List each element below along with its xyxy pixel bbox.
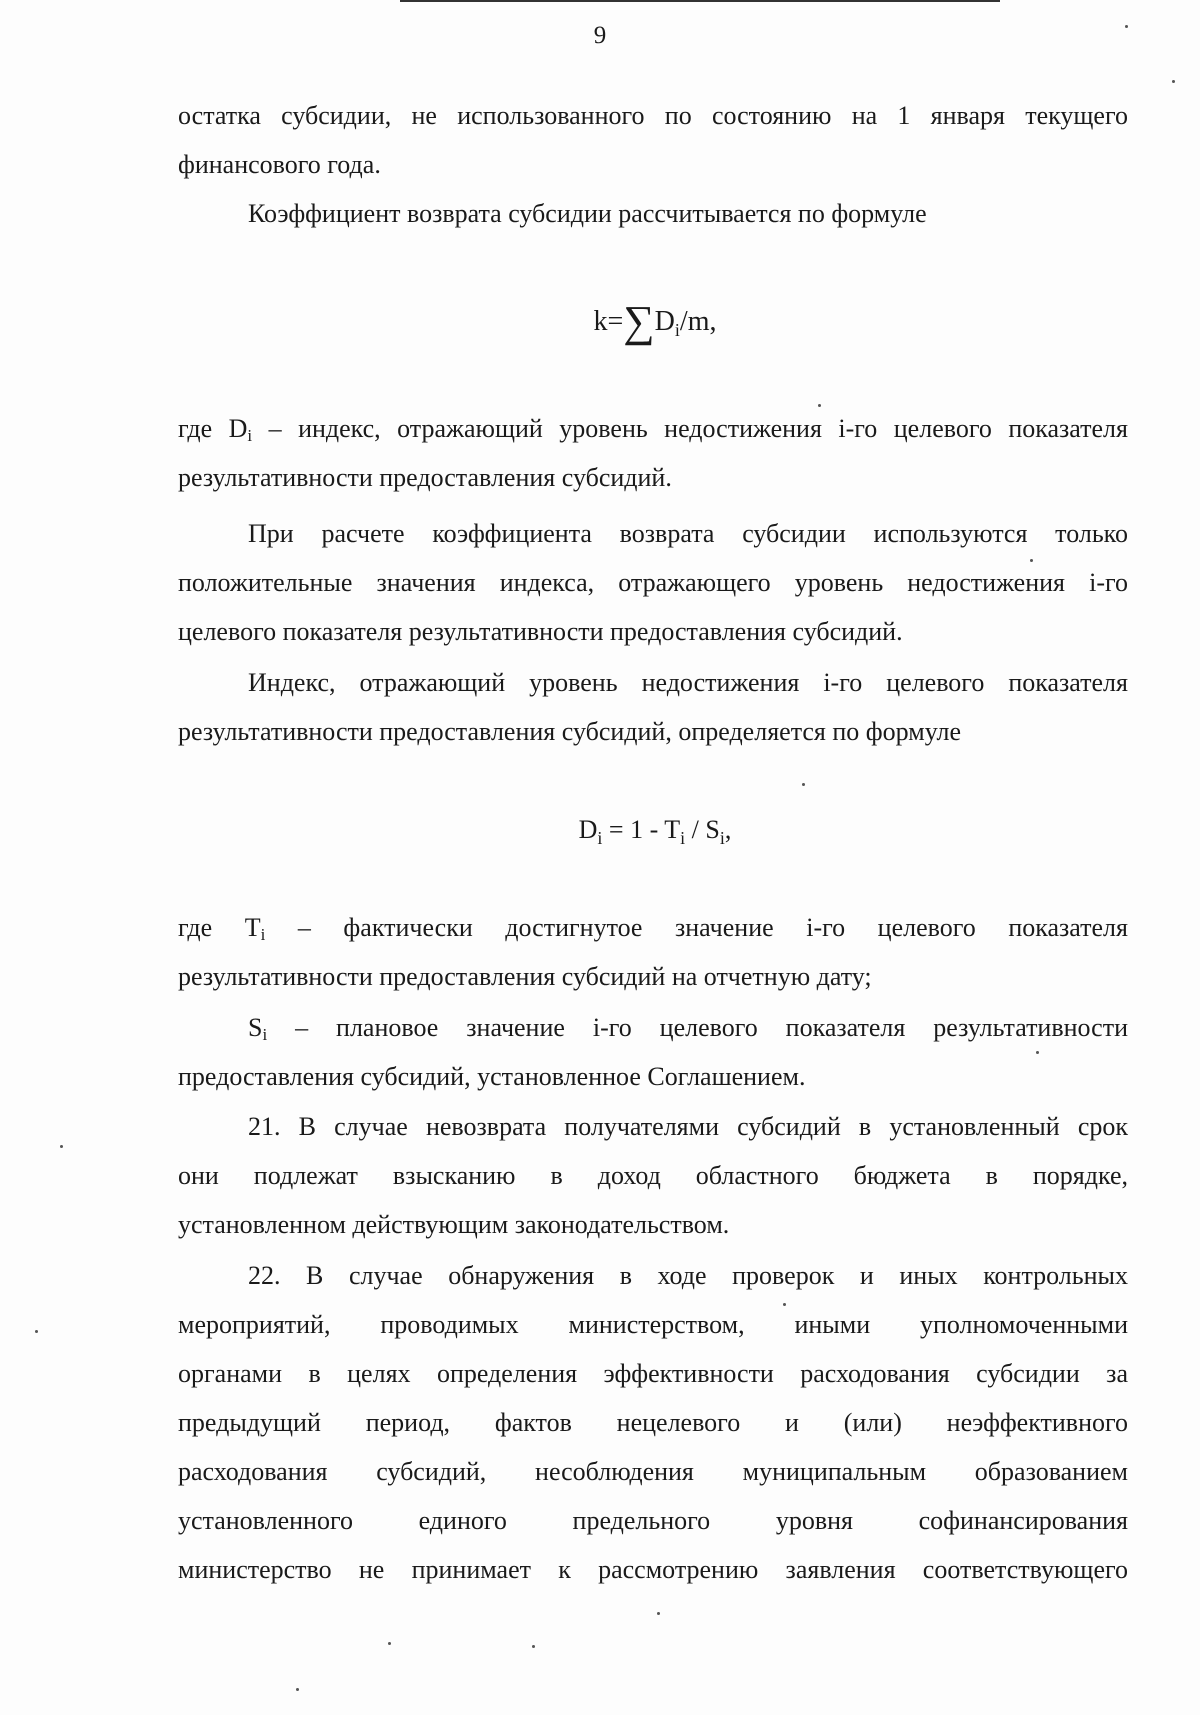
scan-speck [783,1303,786,1306]
scan-speck [35,1330,38,1333]
text-line-18: 22. В случае обнаружения в ходе проверок и иных контрольных [248,1261,1128,1290]
text-line-24: министерство не принимает к рассмотрению заявления соответствующего [178,1555,1128,1584]
formula-d: $D_i = 1 - T_i / S_i$, [578,815,732,848]
text-line-6: При расчете коэффициента возврата субсидии используются только [248,519,1128,548]
formula-k-lhs: k= [593,306,624,337]
text-line-20: органами в целях определения эффективности расходования субсидии за [178,1359,1128,1388]
formula-k-d-sub: i [674,320,680,340]
text-line-14: предоставления субсидий, установленное Соглашением. [178,1062,806,1091]
text-line-5: результативности предоставления субсидий. [178,463,672,492]
where-t-label: где $T_i$ [178,913,266,944]
text-line-16: они подлежат взысканию в доход областного бюджета в порядке, [178,1161,1128,1190]
scan-speck [802,783,805,786]
text-line-21: предыдущий период, фактов нецелевого и (или) неэффективного [178,1408,1128,1437]
scan-speck [60,1145,63,1148]
page-number: 9 [593,22,607,49]
text-line-12: результативности предоставления субсидий на отчетную дату; [178,962,872,991]
text-line-23: установленного единого предельного уровня софинансирования [178,1506,1128,1535]
where-d-label: где $D_i$ [178,414,253,445]
scan-speck [388,1642,391,1645]
text-line-2: финансового года. [178,150,381,179]
formula-k-d: D [654,306,675,337]
sum-symbol: ∑ [623,297,655,346]
text-line-10: результативности предоставления субсидий, определяется по формуле [178,717,962,746]
text-line-15: 21. В случае невозврата получателями субсидий в установленный срок [248,1112,1128,1141]
top-edge-rule [400,0,1000,2]
scan-speck [1172,80,1175,83]
scan-speck [296,1688,299,1691]
text-line-22: расходования субсидий, несоблюдения муниципальным образованием [178,1457,1128,1486]
scan-speck [657,1612,660,1615]
text-line-17: установленном действующим законодательством. [178,1210,730,1239]
text-line-7: положительные значения индекса, отражающего уровень недостижения i-го [178,568,1128,597]
text-line-13: $S_i$ – плановое значение i-го целевого показателя результативности [248,1013,1129,1044]
text-line-1: остатка субсидии, не использованного по состоянию на 1 января текущего [178,101,1128,130]
scan-speck [1125,25,1128,28]
text-line-9: Индекс, отражающий уровень недостижения i-го целевого показателя [248,668,1128,697]
s-label: $S_i$ [248,1013,268,1044]
scan-speck [1030,559,1033,562]
text-line-8: целевого показателя результативности предоставления субсидий. [178,617,903,646]
text-line-4: где $D_i$ – индекс, отражающий уровень недостижения i-го целевого показателя [178,414,1128,445]
scan-speck [818,404,821,407]
scan-speck [532,1645,535,1648]
formula-k-rest: /m, [679,306,717,337]
text-line-3: Коэффициент возврата субсидии рассчитывается по формуле [248,199,927,228]
scan-speck [1036,1051,1039,1054]
text-line-11: где $T_i$ – фактически достигнутое значение i-го целевого показателя [178,913,1128,944]
text-line-19: мероприятий, проводимых министерством, иными уполномоченными [178,1310,1128,1339]
formula-k [0,297,1200,346]
